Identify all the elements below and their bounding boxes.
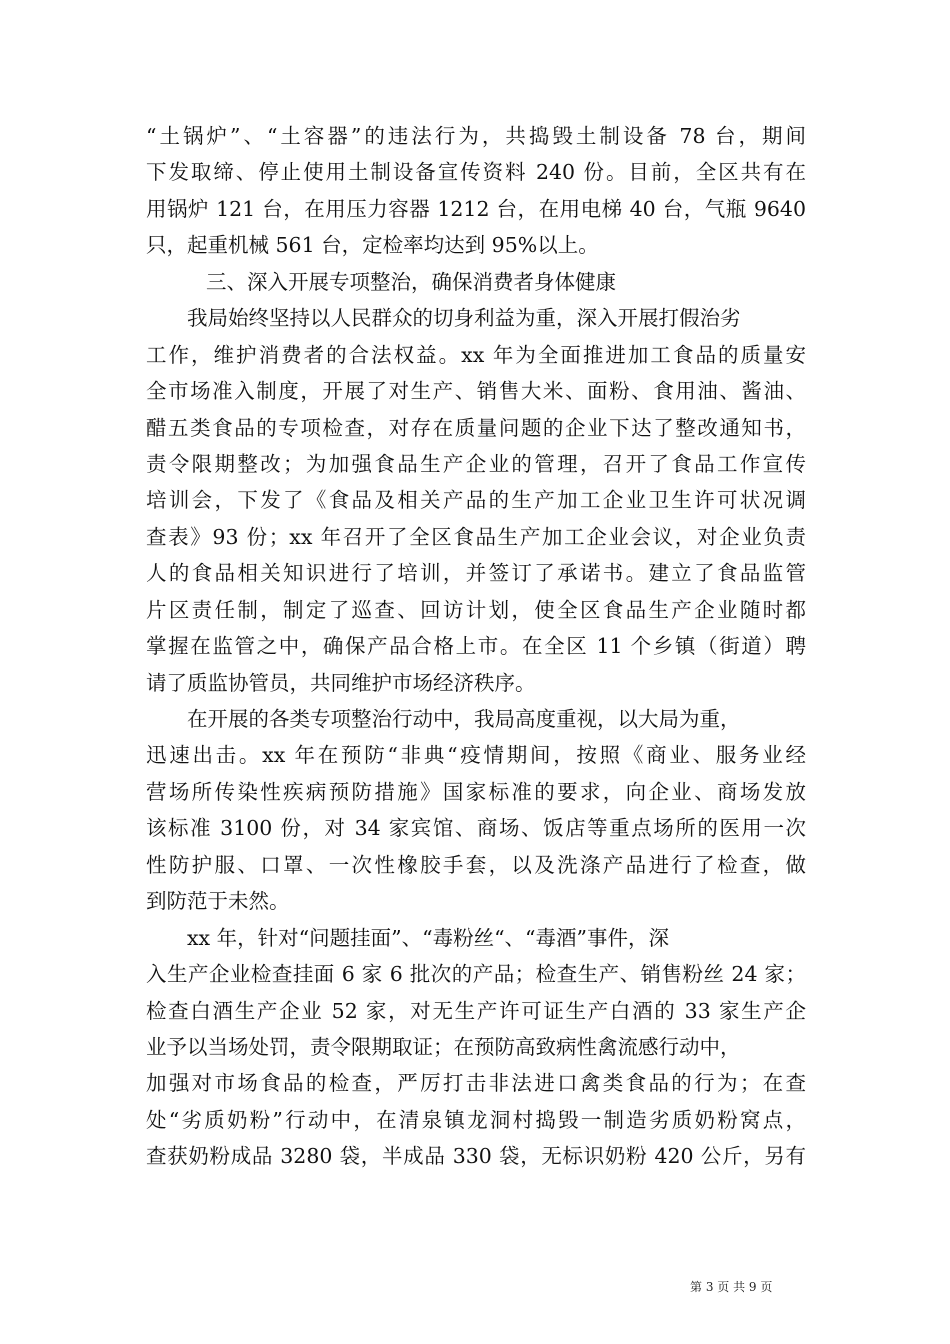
text-line: 业予以当场处罚，责令限期取证；在预防高致病性禽流感行动中， bbox=[146, 1034, 741, 1059]
text-line: “土锅炉”、“土容器”的违法行为，共捣毁土制设备 78 台，期间 bbox=[146, 124, 806, 148]
text-line: 请了质监协管员，共同维护市场经济秩序。 bbox=[146, 670, 536, 695]
text-line: 处“劣质奶粉”行动中，在清泉镇龙洞村捣毁一制造劣质奶粉窝点， bbox=[146, 1107, 806, 1132]
text-line: 下发取缔、停止使用土制设备宣传资料 240 份。目前，全区共有在 bbox=[146, 160, 806, 185]
text-line: 培训会，下发了《食品及相关产品的生产加工企业卫生许可状况调 bbox=[146, 488, 806, 513]
text-line: 责令限期整改；为加强食品生产企业的管理，召开了食品工作宣传 bbox=[146, 451, 806, 476]
text-line: 性防护服、口罩、一次性橡胶手套，以及洗涤产品进行了检查，做 bbox=[146, 852, 806, 877]
text-line: 全市场准入制度，开展了对生产、销售大米、面粉、食用油、酱油、 bbox=[146, 379, 806, 404]
text-line: 我局始终坚持以人民群众的切身利益为重，深入开展打假治劣 bbox=[187, 306, 741, 331]
text-line: 醋五类食品的专项检查，对存在质量问题的企业下达了整改通知书， bbox=[146, 415, 806, 440]
text-line: 营场所传染性疾病预防措施》国家标准的要求，向企业、商场发放 bbox=[146, 779, 806, 804]
text-line: 人的食品相关知识进行了培训，并签订了承诺书。建立了食品监管 bbox=[146, 561, 806, 586]
text-line: 只，起重机械 561 台，定检率均达到 95%以上。 bbox=[146, 233, 599, 258]
text-line: 入生产企业检查挂面 6 家 6 批次的产品；检查生产、销售粉丝 24 家； bbox=[146, 962, 806, 987]
text-line: 查获奶粉成品 3280 袋，半成品 330 袋，无标识奶粉 420 公斤，另有 bbox=[146, 1144, 806, 1169]
text-line: 查表》93 份；xx 年召开了全区食品生产加工企业会议，对企业负责 bbox=[146, 524, 806, 549]
text-line: 到防范于未然。 bbox=[146, 889, 290, 914]
text-line: 迅速出击。xx 年在预防“非典“疫情期间，按照《商业、服务业经 bbox=[146, 743, 806, 768]
text-line: 用锅炉 121 台，在用压力容器 1212 台，在用电梯 40 台，气瓶 9640 bbox=[146, 196, 806, 221]
section-heading: 三、深入开展专项整治，确保消费者身体健康 bbox=[206, 269, 616, 294]
body-text bbox=[146, 118, 806, 1175]
text-line: 在开展的各类专项整治行动中，我局高度重视，以大局为重， bbox=[187, 707, 741, 731]
text-line: 片区责任制，制定了巡查、回访计划，使全区食品生产企业随时都 bbox=[146, 597, 806, 622]
text-line: 掌握在监管之中，确保产品合格上市。在全区 11 个乡镇（街道）聘 bbox=[146, 634, 806, 659]
text-line: 加强对市场食品的检查，严厉打击非法进口禽类食品的行为；在查 bbox=[146, 1071, 806, 1096]
text-line: 该标准 3100 份，对 34 家宾馆、商场、饭店等重点场所的医用一次 bbox=[146, 816, 806, 841]
text-line: xx 年，针对“问题挂面”、“毒粉丝“、“毒酒”事件，深 bbox=[187, 925, 670, 950]
page-number: 第 3 页 共 9 页 bbox=[690, 1280, 773, 1294]
text-line: 工作，维护消费者的合法权益。xx 年为全面推进加工食品的质量安 bbox=[146, 342, 806, 367]
text-line: 检查白酒生产企业 52 家，对无生产许可证生产白酒的 33 家生产企 bbox=[146, 998, 806, 1023]
